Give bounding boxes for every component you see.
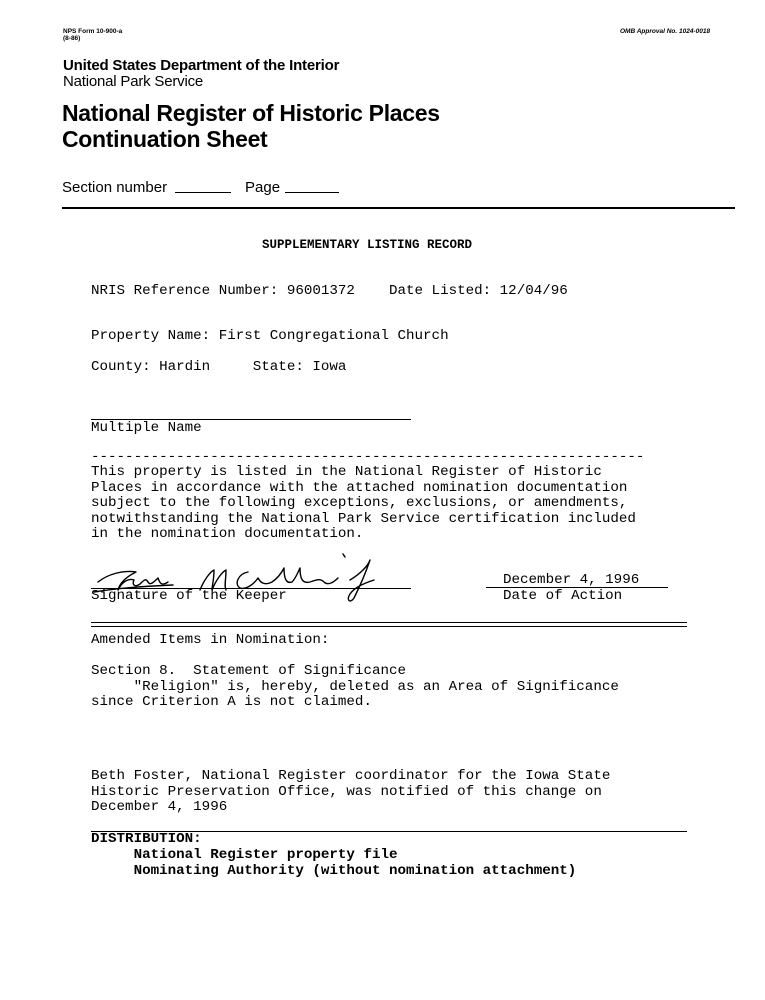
department-name: United States Department of the Interior — [63, 57, 340, 74]
form-subtitle: Continuation Sheet — [62, 126, 268, 152]
county-state-line: County: Hardin State: Iowa — [91, 359, 347, 375]
header-divider — [62, 207, 735, 209]
amendment-paragraph: Section 8. Statement of Significance "Religion" is, hereby, deleted as an Area of Significance since Criterion A is not claimed. — [91, 663, 619, 710]
form-title: National Register of Historic Places — [62, 100, 440, 126]
agency-name: National Park Service — [63, 73, 204, 90]
section-number-label: Section number — [62, 179, 168, 196]
double-divider — [91, 622, 687, 627]
dashed-divider: ----------------------------------------------------------------- — [91, 449, 645, 465]
notification-paragraph: Beth Foster, National Register coordinator for the Iowa State Historic Preservation Office, was notified of this change on December 4, 1996 — [91, 768, 611, 815]
omb-approval-number: OMB Approval No. 1024-0018 — [620, 28, 711, 35]
section-number-blank — [175, 192, 231, 193]
action-date-label: Date of Action — [503, 588, 623, 604]
property-name-line: Property Name: First Congregational Church — [91, 328, 449, 344]
signature-label: Signature of the Keeper — [91, 588, 287, 604]
multiple-name-label: Multiple Name — [91, 420, 202, 436]
certification-paragraph: This property is listed in the National Register of Historic Places in accordance with the attached nomination documentation subject to the following exceptions, exclusions, or amendments, notwithstanding the National Park Service certification included in the nomination documentation. — [91, 464, 636, 542]
distribution-heading: DISTRIBUTION: — [91, 831, 202, 847]
distribution-list: National Register property file Nominating Authority (without nomination attachment) — [133, 847, 577, 879]
form-number: NPS Form 10-900-a (8-86) — [63, 28, 123, 42]
action-date: December 4, 1996 — [503, 572, 640, 588]
record-title: SUPPLEMENTARY LISTING RECORD — [262, 238, 473, 252]
nris-reference-line: NRIS Reference Number: 96001372 Date Listed: 12/04/96 — [91, 283, 568, 299]
page-label: Page — [245, 179, 281, 196]
page-number-blank — [285, 192, 339, 193]
amended-items-heading: Amended Items in Nomination: — [91, 632, 330, 648]
